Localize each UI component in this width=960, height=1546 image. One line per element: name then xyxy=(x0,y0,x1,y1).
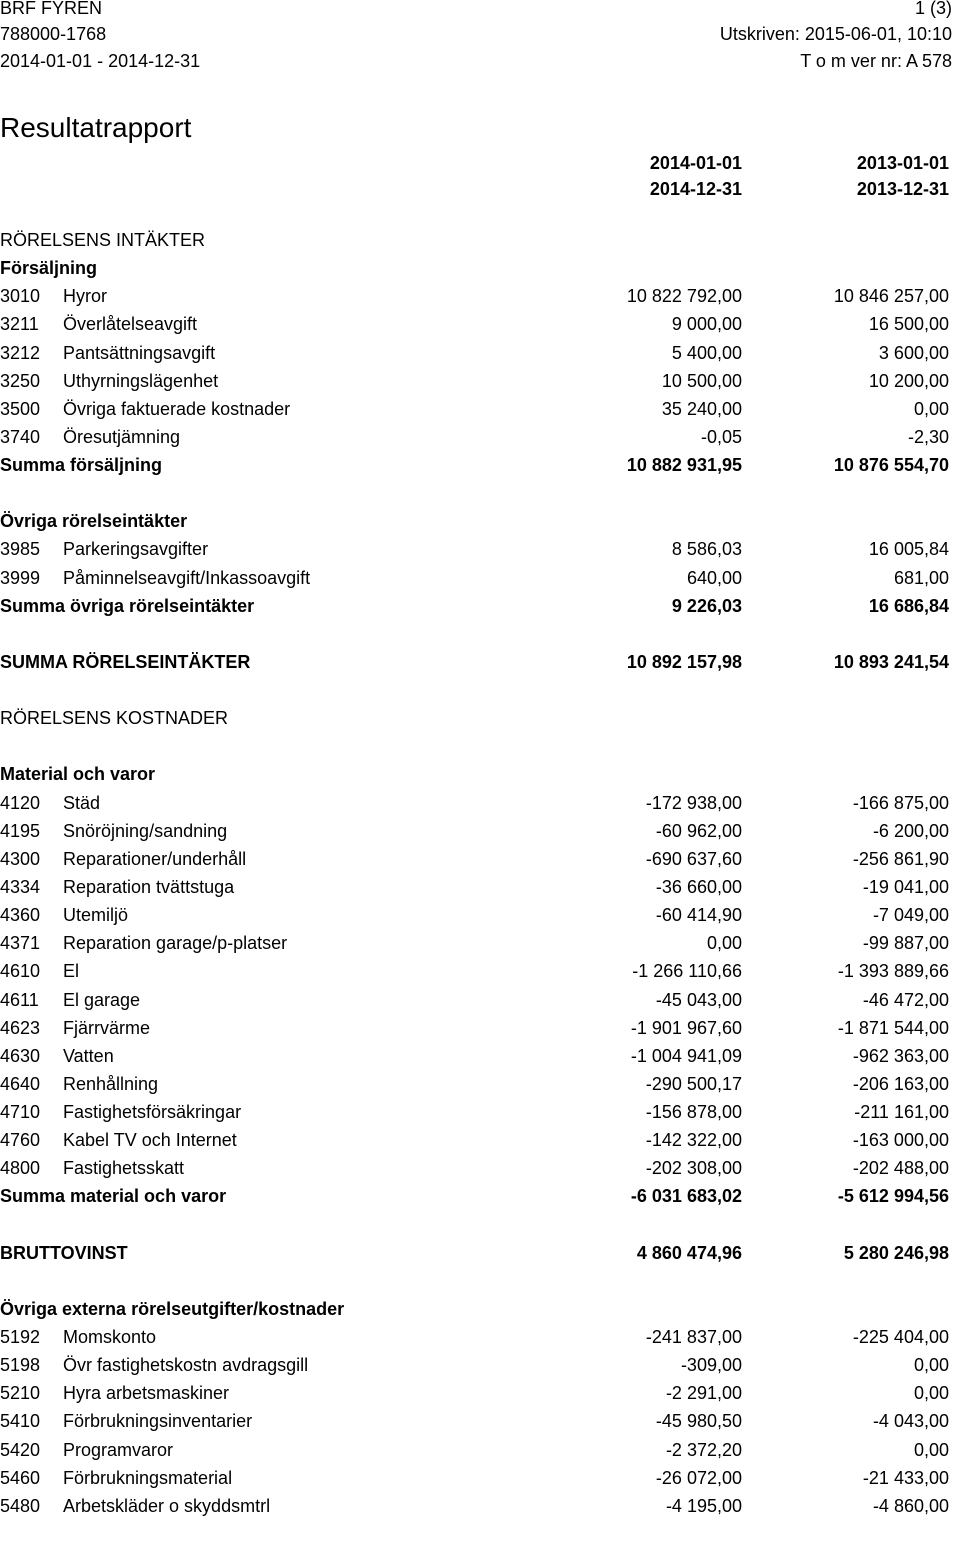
account-code: 4195 xyxy=(0,820,41,841)
report-period: 2014-01-01 - 2014-12-31 xyxy=(0,51,201,71)
account-row xyxy=(0,957,960,985)
account-row xyxy=(0,1351,960,1379)
account-code: 3211 xyxy=(0,314,39,335)
amount-previous: -99 887,00 xyxy=(862,933,949,954)
amount-current: 5 400,00 xyxy=(671,342,742,363)
account-name: Fjärrvärme xyxy=(63,1017,151,1038)
account-row xyxy=(0,901,960,929)
amount-previous: -1 393 889,66 xyxy=(837,961,949,982)
sum-label: Summa försäljning xyxy=(0,455,163,476)
amount-previous: -4 043,00 xyxy=(872,1411,949,1432)
amount-current: 9 000,00 xyxy=(671,314,742,335)
account-row xyxy=(0,789,960,817)
account-row xyxy=(0,1379,960,1407)
amount-previous: 10 893 241,54 xyxy=(833,651,949,672)
page-number: 1 (3) xyxy=(914,0,952,18)
account-code: 3740 xyxy=(0,426,41,447)
account-name: Kabel TV och Internet xyxy=(63,1130,237,1151)
account-name: Vatten xyxy=(63,1045,114,1066)
account-name: Förbrukningsmaterial xyxy=(63,1467,233,1488)
amount-current: -4 195,00 xyxy=(665,1495,742,1516)
amount-current: -290 500,17 xyxy=(645,1073,742,1094)
version-number: T o m ver nr: A 578 xyxy=(800,51,952,71)
amount-current: -0,05 xyxy=(700,426,742,447)
account-row xyxy=(0,1407,960,1435)
amount-previous: -256 861,90 xyxy=(852,848,949,869)
amount-current: 10 892 157,98 xyxy=(626,651,742,672)
account-row xyxy=(0,929,960,957)
account-row xyxy=(0,817,960,845)
amount-current: 640,00 xyxy=(686,567,742,588)
account-row xyxy=(0,310,960,338)
amount-previous: -1 871 544,00 xyxy=(837,1017,949,1038)
account-name: Städ xyxy=(63,792,101,813)
account-row xyxy=(0,1014,960,1042)
amount-current: -1 004 941,09 xyxy=(630,1045,742,1066)
account-code: 4611 xyxy=(0,989,39,1010)
header-line-2 xyxy=(0,22,960,46)
spacer-row xyxy=(0,1211,960,1239)
amount-previous: 5 280 246,98 xyxy=(843,1242,949,1263)
account-name: El xyxy=(63,961,80,982)
amount-previous: 16 005,84 xyxy=(868,539,949,560)
account-code: 5460 xyxy=(0,1467,41,1488)
printed-timestamp: Utskriven: 2015-06-01, 10:10 xyxy=(719,24,952,44)
account-code: 4120 xyxy=(0,792,41,813)
sum-row xyxy=(0,1239,960,1267)
account-code: 4360 xyxy=(0,905,41,926)
amount-previous: 3 600,00 xyxy=(878,342,949,363)
amount-previous: 0,00 xyxy=(913,1439,949,1460)
account-name: Reparation tvättstuga xyxy=(63,876,235,897)
account-name: Arbetskläder o skyddsmtrl xyxy=(63,1495,271,1516)
account-row xyxy=(0,1042,960,1070)
account-code: 3212 xyxy=(0,342,41,363)
amount-current: -1 901 967,60 xyxy=(630,1017,742,1038)
amount-current: -60 962,00 xyxy=(655,820,742,841)
amount-previous: -202 488,00 xyxy=(852,1158,949,1179)
group-heading-text: Material och varor xyxy=(0,764,156,785)
amount-previous: -211 161,00 xyxy=(854,1102,949,1123)
account-name: El garage xyxy=(63,989,141,1010)
account-row xyxy=(0,395,960,423)
header-line-1 xyxy=(0,0,960,20)
spacer-row xyxy=(0,1267,960,1295)
account-code: 4623 xyxy=(0,1017,41,1038)
account-name: Parkeringsavgifter xyxy=(63,539,209,560)
account-row xyxy=(0,339,960,367)
amount-previous: 16 686,84 xyxy=(868,595,949,616)
group-heading-text: Övriga rörelseintäkter xyxy=(0,511,188,532)
account-code: 4334 xyxy=(0,876,41,897)
amount-previous: -206 163,00 xyxy=(852,1073,949,1094)
group-heading xyxy=(0,1295,960,1323)
account-code: 3999 xyxy=(0,567,41,588)
account-row xyxy=(0,845,960,873)
amount-previous: -962 363,00 xyxy=(852,1045,949,1066)
amount-current: -1 266 110,66 xyxy=(632,961,742,982)
amount-current: -26 072,00 xyxy=(655,1467,742,1488)
account-code: 5410 xyxy=(0,1411,41,1432)
account-row xyxy=(0,1154,960,1182)
account-row xyxy=(0,564,960,592)
amount-previous: 10 846 257,00 xyxy=(833,286,949,307)
account-name: Reparation garage/p-platser xyxy=(63,933,288,954)
amount-previous: -46 472,00 xyxy=(862,989,949,1010)
account-name: Fastighetsförsäkringar xyxy=(63,1102,242,1123)
account-row xyxy=(0,535,960,563)
account-code: 4800 xyxy=(0,1158,41,1179)
amount-previous: 681,00 xyxy=(893,567,949,588)
amount-current: 10 822 792,00 xyxy=(626,286,742,307)
amount-previous: 0,00 xyxy=(913,1383,949,1404)
section-heading-text: RÖRELSENS KOSTNADER xyxy=(0,708,229,729)
amount-previous: -163 000,00 xyxy=(852,1130,949,1151)
account-name: Programvaror xyxy=(63,1439,174,1460)
account-row xyxy=(0,873,960,901)
group-heading xyxy=(0,760,960,788)
account-code: 5198 xyxy=(0,1355,41,1376)
amount-current: -36 660,00 xyxy=(655,876,742,897)
spacer-row xyxy=(0,620,960,648)
amount-current: 9 226,03 xyxy=(671,595,742,616)
amount-current: 10 500,00 xyxy=(661,370,742,391)
column-header-current xyxy=(542,150,742,202)
amount-current: 0,00 xyxy=(706,933,742,954)
sum-label: Summa övriga rörelseintäkter xyxy=(0,595,255,616)
amount-previous: -5 612 994,56 xyxy=(837,1186,949,1207)
amount-previous: 0,00 xyxy=(913,398,949,419)
account-name: Överlåtelseavgift xyxy=(63,314,198,335)
account-name: Momskonto xyxy=(63,1327,157,1348)
amount-previous: -6 200,00 xyxy=(872,820,949,841)
account-code: 4640 xyxy=(0,1073,41,1094)
amount-current: -690 637,60 xyxy=(645,848,742,869)
amount-previous: -166 875,00 xyxy=(852,792,949,813)
account-code: 5420 xyxy=(0,1439,41,1460)
account-name: Förbrukningsinventarier xyxy=(63,1411,253,1432)
account-name: Fastighetsskatt xyxy=(63,1158,185,1179)
amount-previous: -4 860,00 xyxy=(872,1495,949,1516)
section-heading xyxy=(0,226,960,254)
sum-row xyxy=(0,648,960,676)
account-name: Övr fastighetskostn avdragsgill xyxy=(63,1355,309,1376)
current-period-from: 2014-01-01 xyxy=(649,153,742,173)
account-row xyxy=(0,1464,960,1492)
previous-period-to: 2013-12-31 xyxy=(856,179,949,199)
account-code: 4630 xyxy=(0,1045,41,1066)
account-code: 3985 xyxy=(0,539,41,560)
amount-current: -241 837,00 xyxy=(645,1327,742,1348)
amount-current: -60 414,90 xyxy=(655,905,742,926)
account-row xyxy=(0,282,960,310)
sum-label: Summa material och varor xyxy=(0,1186,227,1207)
section-heading-text: RÖRELSENS INTÄKTER xyxy=(0,230,206,250)
group-heading xyxy=(0,254,960,282)
account-name: Pantsättningsavgift xyxy=(63,342,216,363)
account-name: Uthyrningslägenhet xyxy=(63,370,219,391)
amount-current: -309,00 xyxy=(680,1355,742,1376)
amount-current: -45 043,00 xyxy=(655,989,742,1010)
amount-previous: -7 049,00 xyxy=(872,905,949,926)
amount-previous: 0,00 xyxy=(913,1355,949,1376)
section-heading xyxy=(0,704,960,732)
account-row xyxy=(0,1070,960,1098)
group-heading-text: Försäljning xyxy=(0,258,98,279)
account-row xyxy=(0,1323,960,1351)
org-number: 788000-1768 xyxy=(0,24,107,44)
current-period-to: 2014-12-31 xyxy=(649,179,742,199)
account-name: Renhållning xyxy=(63,1073,159,1094)
account-code: 4300 xyxy=(0,848,41,869)
amount-current: -2 372,20 xyxy=(665,1439,742,1460)
account-name: Övriga faktuerade kostnader xyxy=(63,398,291,419)
account-name: Öresutjämning xyxy=(63,426,181,447)
amount-previous: -21 433,00 xyxy=(862,1467,949,1488)
amount-current: -172 938,00 xyxy=(645,792,742,813)
amount-previous: 10 200,00 xyxy=(868,370,949,391)
amount-current: 10 882 931,95 xyxy=(626,455,742,476)
spacer-row xyxy=(0,732,960,760)
company-name: BRF FYREN xyxy=(0,0,103,18)
amount-current: -2 291,00 xyxy=(665,1383,742,1404)
amount-current: -202 308,00 xyxy=(645,1158,742,1179)
amount-previous: -225 404,00 xyxy=(852,1327,949,1348)
sum-label: BRUTTOVINST xyxy=(0,1242,128,1263)
account-code: 3250 xyxy=(0,370,41,391)
spacer-row xyxy=(0,676,960,704)
header-line-3 xyxy=(0,49,960,73)
amount-current: 35 240,00 xyxy=(661,398,742,419)
account-code: 4371 xyxy=(0,933,41,954)
account-name: Reparationer/underhåll xyxy=(63,848,247,869)
account-code: 3500 xyxy=(0,398,41,419)
sum-row xyxy=(0,592,960,620)
account-code: 4760 xyxy=(0,1130,41,1151)
sum-row xyxy=(0,1182,960,1210)
amount-current: 4 860 474,96 xyxy=(636,1242,742,1263)
amount-previous: 10 876 554,70 xyxy=(833,455,949,476)
account-row xyxy=(0,367,960,395)
account-code: 4610 xyxy=(0,961,41,982)
account-name: Snöröjning/sandning xyxy=(63,820,228,841)
amount-previous: 16 500,00 xyxy=(868,314,949,335)
column-header-previous xyxy=(749,150,949,202)
account-code: 5480 xyxy=(0,1495,41,1516)
amount-previous: -19 041,00 xyxy=(862,876,949,897)
amount-current: -6 031 683,02 xyxy=(630,1186,742,1207)
sum-label: SUMMA RÖRELSEINTÄKTER xyxy=(0,651,251,672)
amount-previous: -2,30 xyxy=(907,426,949,447)
account-row xyxy=(0,1436,960,1464)
group-heading xyxy=(0,507,960,535)
account-row xyxy=(0,986,960,1014)
previous-period-from: 2013-01-01 xyxy=(856,153,949,173)
amount-current: -45 980,50 xyxy=(655,1411,742,1432)
account-row xyxy=(0,1126,960,1154)
account-name: Utemiljö xyxy=(63,905,129,926)
account-row xyxy=(0,1492,960,1520)
amount-current: -156 878,00 xyxy=(645,1102,742,1123)
amount-current: 8 586,03 xyxy=(671,539,742,560)
account-row xyxy=(0,1098,960,1126)
account-name: Påminnelseavgift/Inkassoavgift xyxy=(63,567,311,588)
sum-row xyxy=(0,451,960,479)
amount-current: -142 322,00 xyxy=(645,1130,742,1151)
group-heading-text: Övriga externa rörelseutgifter/kostnader xyxy=(0,1298,345,1319)
account-name: Hyra arbetsmaskiner xyxy=(63,1383,230,1404)
account-code: 4710 xyxy=(0,1102,41,1123)
spacer-row xyxy=(0,479,960,507)
account-code: 5192 xyxy=(0,1327,41,1348)
account-code: 3010 xyxy=(0,286,41,307)
account-name: Hyror xyxy=(63,286,107,307)
account-row xyxy=(0,423,960,451)
page-title: Resultatrapport xyxy=(0,112,192,143)
account-code: 5210 xyxy=(0,1383,41,1404)
